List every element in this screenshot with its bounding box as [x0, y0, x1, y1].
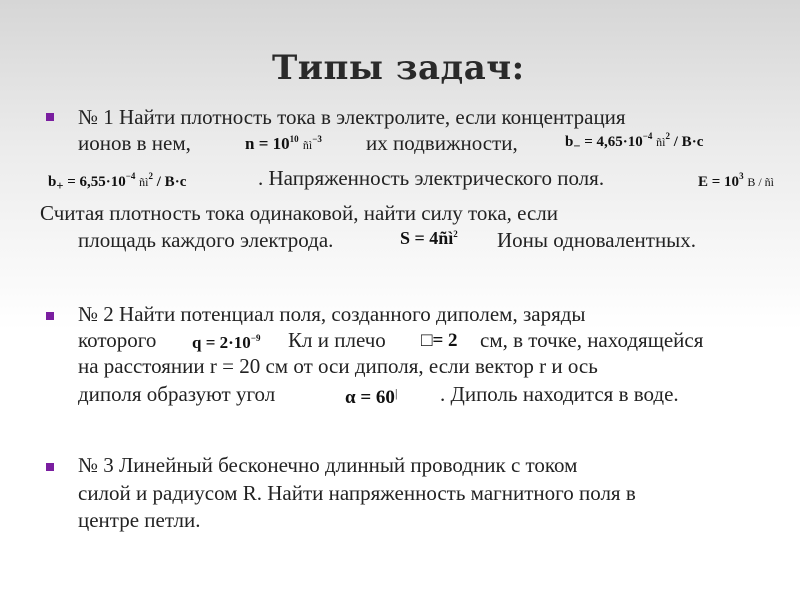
bullet-2	[46, 312, 54, 320]
p3-line3: центре петли.	[78, 508, 201, 532]
p2-line2c: см, в точке, находящейся	[480, 328, 704, 352]
formula-b-plus: $b_+ = 6,55\cdot 10^{-4}$ $ñì^2 / B\cdot c$	[48, 171, 187, 193]
formula-b-minus: $b_- = 4,65\cdot 10^{-4}$ $ñì^2 / B\cdot c$	[565, 131, 704, 153]
formula-q: $q = 2\cdot 10^{-9}$	[192, 333, 261, 352]
formula-E: $E = 10^3$ B / ñì	[698, 171, 774, 190]
p2-line2b: Кл и плечо	[288, 328, 386, 352]
p1-line1: № 1 Найти плотность тока в электролите, если концентрация	[78, 105, 626, 129]
formula-S: $S = 4ñì^2$	[400, 228, 458, 248]
p3-line2: силой и радиусом R. Найти напряженность магнитного поля в	[78, 481, 636, 505]
page-title: Типы задач:	[272, 48, 525, 88]
bullet-3	[46, 463, 54, 471]
p1-line2a: ионов в нем,	[78, 131, 191, 155]
p2-line1: № 2 Найти потенциал поля, созданного диполем, заряды	[78, 302, 586, 326]
formula-alpha: α = 60|	[345, 386, 398, 408]
p1-line5a: площадь каждого электрода.	[78, 228, 334, 252]
p2-line2a: которого	[78, 328, 157, 352]
formula-l: □= 2	[421, 330, 458, 351]
p1-line2b: их подвижности,	[366, 131, 518, 155]
p2-line4b: . Диполь находится в воде.	[440, 382, 679, 406]
p1-line5b: Ионы одновалентных.	[497, 228, 697, 252]
bullet-1	[46, 113, 54, 121]
p2-line3: на расстоянии r = 20 см от оси диполя, если вектор r и ось	[78, 354, 598, 378]
p1-line4: Считая плотность тока одинаковой, найти силу тока, если	[40, 201, 559, 225]
p3-line1: № 3 Линейный бесконечно длинный проводник с током	[78, 453, 578, 477]
missing-glyph-icon: □	[421, 330, 433, 351]
p1-line3: . Напряженность электрического поля.	[258, 166, 605, 190]
p2-line4a: диполя образуют угол	[78, 382, 276, 406]
formula-n: $n = 10^{10}$ $ñì^{-3}$	[245, 134, 322, 153]
